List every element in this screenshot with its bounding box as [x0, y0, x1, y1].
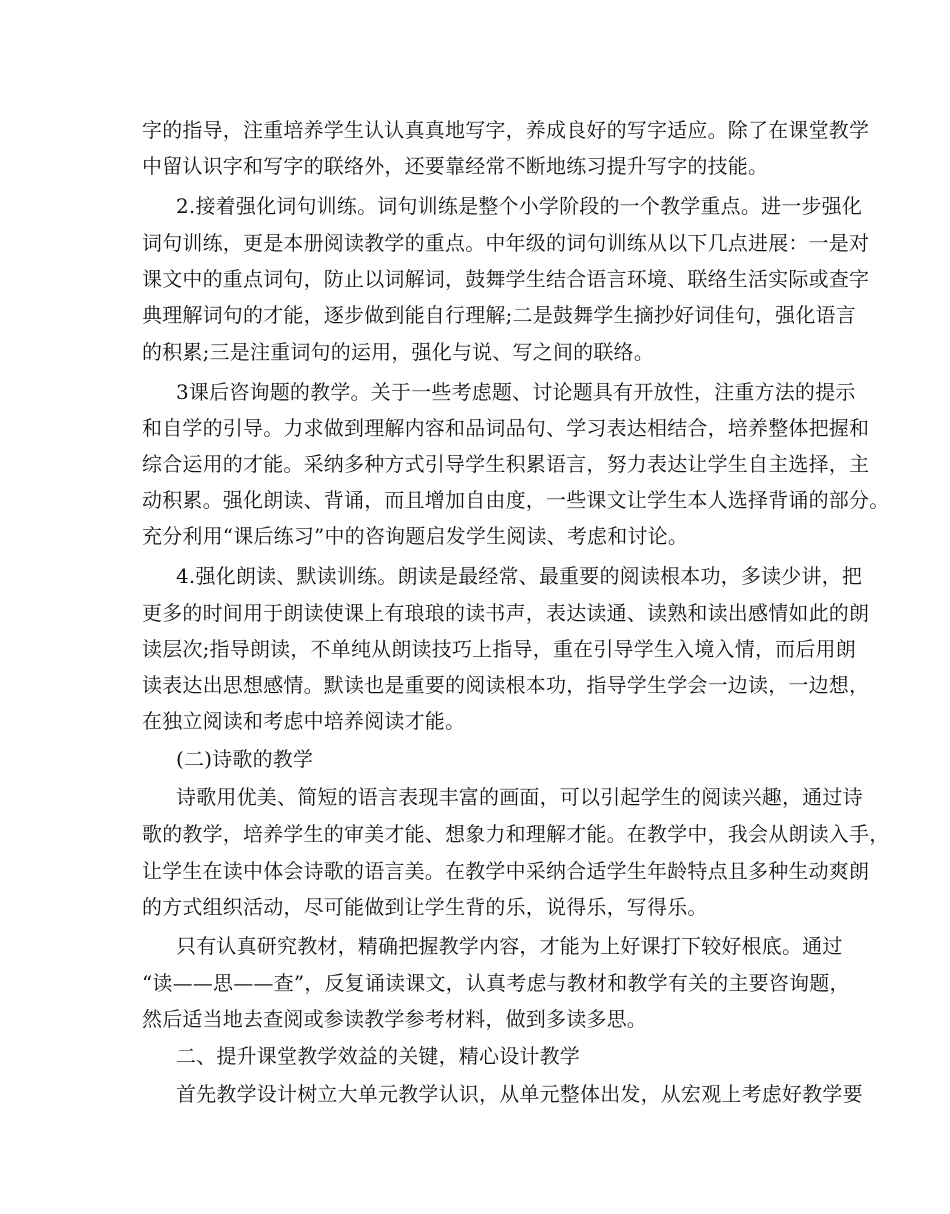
text-line: 歌的教学，培养学生的审美才能、想象力和理解才能。在教学中，我会从朗读入手，	[142, 822, 890, 846]
text-line: 在独立阅读和考虑中培养阅读才能。	[142, 709, 466, 733]
text-line: 读层次;指导朗读，不单纯从朗读技巧上指导，重在引导学生入境入情，而后用朗	[142, 637, 856, 661]
text-line: 首先教学设计树立大单元教学认识，从单元整体出发，从宏观上考虑好教学要	[176, 1082, 863, 1106]
text-line: 典理解词句的才能，逐步做到能自行理解;二是鼓舞学生摘抄好词佳句，强化语言	[142, 303, 856, 327]
text-line: 只有认真研究教材，精确把握教学内容，才能为上好课打下较好根底。通过	[176, 934, 843, 958]
text-line: 读表达出思想感情。默读也是重要的阅读根本功，指导学生学会一边读，一边想，	[142, 673, 870, 697]
text-line: 的积累;三是注重词句的运用，强化与说、写之间的联络。	[142, 340, 654, 364]
text-line: 和自学的引导。力求做到理解内容和品词品句、学习表达相结合，培养整体把握和	[142, 416, 870, 440]
text-line: 充分利用“课后练习”中的咨询题启发学生阅读、考虑和讨论。	[142, 524, 689, 548]
text-line: 字的指导，注重培养学生认认真真地写字，养成良好的写字适应。除了在课堂教学	[142, 118, 870, 142]
text-line: 中留认识字和写字的联络外，还要靠经常不断地练习提升写字的技能。	[142, 154, 769, 178]
text-line: 4.强化朗读、默读训练。朗读是最经常、最重要的阅读根本功，多读少讲，把	[176, 564, 863, 588]
text-line: 然后适当地去查阅或参读教学参考材料，做到多读多思。	[142, 1007, 647, 1031]
text-line: 更多的时间用于朗读使课上有琅琅的读书声，表达读通、读熟和读出感情如此的朗	[142, 601, 870, 625]
text-line: 让学生在读中体会诗歌的语言美。在教学中采纳合适学生年龄特点且多种生动爽朗	[142, 859, 870, 883]
text-line: 诗歌用优美、简短的语言表现丰富的画面，可以引起学生的阅读兴趣，通过诗	[176, 785, 863, 809]
text-line: 词句训练，更是本册阅读教学的重点。中年级的词句训练从以下几点进展：一是对	[142, 231, 870, 255]
section-heading: (二)诗歌的教学	[176, 747, 314, 771]
text-line: 综合运用的才能。采纳多种方式引导学生积累语言，努力表达让学生自主选择，主	[142, 452, 870, 476]
text-line: 的方式组织活动，尽可能做到让学生背的乐，说得乐，写得乐。	[142, 895, 708, 919]
text-line: 课文中的重点词句，防止以词解词，鼓舞学生结合语言环境、联络生活实际或查字	[142, 267, 870, 291]
text-line: 3课后咨询题的教学。关于一些考虑题、讨论题具有开放性，注重方法的提示	[176, 380, 856, 404]
section-heading: 二、提升课堂教学效益的关键，精心设计教学	[176, 1044, 580, 1068]
text-line: 2.接着强化词句训练。词句训练是整个小学阶段的一个教学重点。进一步强化	[176, 194, 863, 218]
text-line: 动积累。强化朗读、背诵，而且增加自由度，一些课文让学生本人选择背诵的部分。	[142, 488, 890, 512]
text-line: “读——思——查”，反复诵读课文，认真考虑与教材和教学有关的主要咨询题，	[142, 971, 850, 995]
